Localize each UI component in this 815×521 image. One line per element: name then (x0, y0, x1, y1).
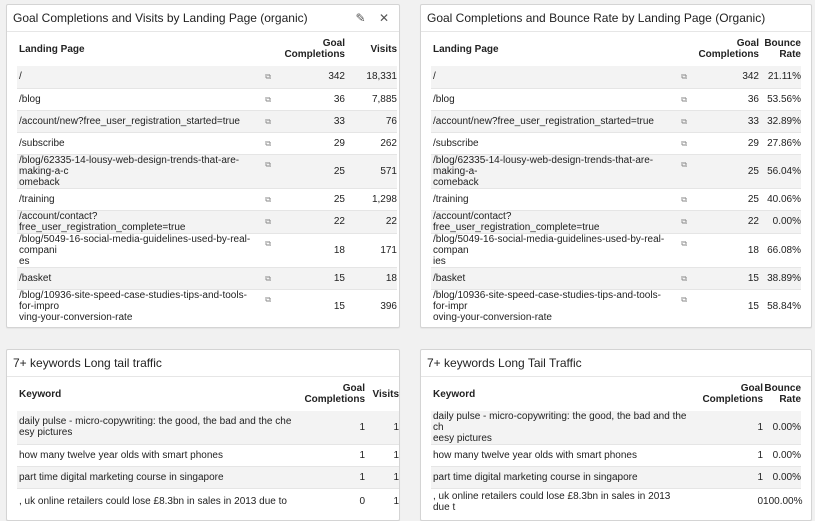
row-key[interactable]: /blog/62335-14-lousy-web-design-trends-that-are-making-a- comeback (431, 154, 671, 188)
widget-title (421, 5, 811, 32)
table-row (431, 88, 801, 110)
table-row (17, 88, 397, 110)
goal-completions-value: 0 (295, 488, 365, 514)
metric-value: 396 (345, 289, 397, 323)
metric-value: 32.89% (759, 110, 801, 132)
row-icon-cell (671, 233, 691, 267)
table-row (17, 267, 397, 289)
column-header-metric[interactable]: Visits (370, 43, 397, 55)
row-key[interactable]: /training (431, 188, 671, 210)
goal-completions-value: 33 (275, 110, 345, 132)
row-icon-cell (255, 154, 275, 188)
row-key[interactable]: daily pulse - micro-copywriting: the good, the bad and the ch eesy pictures (431, 411, 689, 445)
row-key[interactable]: daily pulse - micro-copywriting: the good, the bad and the che esy pictures (17, 411, 295, 444)
column-header-key[interactable]: Landing Page (19, 43, 85, 55)
row-key[interactable]: /blog/62335-14-lousy-web-design-trends-that-are-making-a-c omeback (17, 154, 255, 188)
data-table (17, 377, 399, 514)
table-row (431, 154, 801, 188)
column-header-key[interactable]: Keyword (19, 388, 62, 400)
column-header-goal-completions[interactable]: Goal Completions (304, 383, 366, 405)
metric-value: 18,331 (345, 66, 397, 88)
row-key[interactable]: how many twelve year olds with smart phones (17, 444, 295, 466)
row-icon-cell (671, 289, 691, 323)
table-header (431, 32, 801, 66)
goal-completions-value: 15 (691, 267, 759, 289)
row-key[interactable]: /training (17, 188, 255, 210)
row-key[interactable]: /blog/5049-16-social-media-guidelines-used-by-real-compan ies (431, 233, 671, 267)
column-header-goal-completions[interactable]: Goal Completions (702, 383, 764, 405)
column-header-metric[interactable]: Visits (372, 388, 400, 400)
widget-title (7, 350, 399, 377)
metric-value: 171 (345, 233, 397, 267)
row-icon-cell (255, 188, 275, 210)
row-key[interactable]: /subscribe (17, 132, 255, 154)
table-row (431, 445, 801, 467)
row-key[interactable]: /blog/5049-16-social-media-guidelines-used-by-real-compani es (17, 233, 255, 267)
row-icon-cell (255, 289, 275, 323)
external-link-icon[interactable]: ⧉ (265, 138, 271, 148)
table-row (17, 110, 397, 132)
row-icon-cell (671, 66, 691, 88)
table-row (17, 466, 399, 488)
table-row (17, 411, 399, 444)
metric-value: 40.06% (759, 188, 801, 210)
row-key[interactable]: / (17, 66, 255, 88)
external-link-icon[interactable]: ⧉ (265, 159, 271, 169)
row-icon-cell (671, 188, 691, 210)
goal-completions-value: 25 (691, 154, 759, 188)
table-row (17, 154, 397, 188)
table-row (431, 188, 801, 210)
data-table (17, 32, 397, 323)
row-icon-cell (671, 88, 691, 110)
widget-title (7, 5, 399, 32)
metric-value: 100.00% (763, 489, 801, 515)
metric-value: 18 (345, 267, 397, 289)
metric-value: 0.00% (759, 210, 801, 233)
goal-completions-value: 36 (691, 88, 759, 110)
external-link-icon[interactable]: ⧉ (681, 72, 687, 82)
table-row (17, 210, 397, 233)
external-link-icon[interactable]: ⧉ (265, 238, 271, 248)
goal-completions-value: 36 (275, 88, 345, 110)
column-header-metric[interactable]: Bounce Rate (764, 383, 802, 405)
table-row (431, 411, 801, 445)
table-row (431, 489, 801, 515)
metric-value: 56.04% (759, 154, 801, 188)
goal-completions-value: 342 (275, 66, 345, 88)
goal-completions-value: 1 (295, 444, 365, 466)
goal-completions-value: 0 (689, 489, 763, 515)
metric-value: 0.00% (763, 445, 801, 467)
row-icon-cell (255, 110, 275, 132)
row-key[interactable]: /account/contact?free_user_registration_complete=true (431, 210, 671, 233)
row-icon-cell (255, 88, 275, 110)
close-icon[interactable]: ✕ (378, 11, 389, 25)
goal-completions-value: 22 (691, 210, 759, 233)
metric-value: 1 (365, 411, 399, 444)
table-row (17, 188, 397, 210)
goal-completions-value: 18 (275, 233, 345, 267)
row-icon-cell (255, 210, 275, 233)
metric-value: 7,885 (345, 88, 397, 110)
row-key[interactable]: part time digital marketing course in singapore (431, 467, 689, 489)
goal-completions-value: 29 (691, 132, 759, 154)
row-key[interactable]: part time digital marketing course in singapore (17, 466, 295, 488)
goal-completions-value: 15 (691, 289, 759, 323)
table-header (17, 377, 399, 411)
row-icon-cell (255, 132, 275, 154)
row-icon-cell (671, 210, 691, 233)
table-row (17, 289, 397, 323)
row-key[interactable]: / (431, 66, 671, 88)
metric-value: 22 (345, 210, 397, 233)
metric-value: 1,298 (345, 188, 397, 210)
metric-value: 38.89% (759, 267, 801, 289)
metric-value: 571 (345, 154, 397, 188)
external-link-icon[interactable]: ⧉ (265, 294, 271, 304)
external-link-icon[interactable]: ⧉ (265, 273, 271, 283)
table-row (17, 444, 399, 466)
row-key[interactable]: /account/new?free_user_registration_started=true (431, 110, 671, 132)
external-link-icon[interactable]: ⧉ (265, 194, 271, 204)
table-row (431, 267, 801, 289)
metric-value: 1 (365, 488, 399, 514)
metric-value: 1 (365, 444, 399, 466)
goal-completions-value: 1 (689, 445, 763, 467)
metric-value: 1 (365, 466, 399, 488)
external-link-icon[interactable]: ⧉ (681, 138, 687, 148)
table-row (431, 467, 801, 489)
row-key[interactable]: /blog (17, 88, 255, 110)
widget-title-text: Goal Completions and Visits by Landing Page (organic) (13, 11, 308, 25)
goal-completions-value: 25 (275, 188, 345, 210)
table-row (431, 66, 801, 88)
row-key[interactable]: , uk online retailers could lose £8.3bn in sales in 2013 due t (431, 489, 689, 515)
column-header-key[interactable]: Keyword (433, 388, 476, 400)
widget-title-text: 7+ keywords Long Tail Traffic (427, 356, 582, 370)
external-link-icon[interactable]: ⧉ (681, 159, 687, 169)
external-link-icon[interactable]: ⧉ (681, 116, 687, 126)
data-table (431, 377, 801, 515)
table-row (431, 132, 801, 154)
column-header-key[interactable]: Landing Page (433, 43, 499, 55)
goal-completions-value: 25 (275, 154, 345, 188)
goal-completions-value: 15 (275, 289, 345, 323)
row-key[interactable]: /blog/10936-site-speed-case-studies-tips-and-tools-for-impro ving-your-conversion-rate (17, 289, 255, 323)
row-icon-cell (671, 110, 691, 132)
row-key[interactable]: /basket (17, 267, 255, 289)
goal-completions-value: 1 (689, 467, 763, 489)
widget-goal-visits (6, 4, 400, 328)
goal-completions-value: 29 (275, 132, 345, 154)
table-row (17, 488, 399, 514)
table-row (17, 132, 397, 154)
row-icon-cell (255, 267, 275, 289)
row-icon-cell (671, 132, 691, 154)
data-table (431, 32, 801, 323)
row-key[interactable]: how many twelve year olds with smart phones (431, 445, 689, 467)
external-link-icon[interactable]: ⧉ (265, 116, 271, 126)
row-key[interactable]: /basket (431, 267, 671, 289)
row-key[interactable]: /blog/10936-site-speed-case-studies-tips-and-tools-for-impr oving-your-conversion-rate (431, 289, 671, 323)
goal-completions-value: 342 (691, 66, 759, 88)
metric-value: 58.84% (759, 289, 801, 323)
external-link-icon[interactable]: ⧉ (681, 94, 687, 104)
widget-title (421, 350, 811, 377)
table-header (17, 32, 397, 66)
widget-goal-bounce (420, 4, 812, 328)
goal-completions-value: 25 (691, 188, 759, 210)
external-link-icon[interactable]: ⧉ (265, 94, 271, 104)
table-row (431, 289, 801, 323)
external-link-icon[interactable]: ⧉ (681, 238, 687, 248)
column-header-goal-completions[interactable]: Goal Completions (698, 38, 759, 60)
table-row (431, 110, 801, 132)
goal-completions-value: 15 (275, 267, 345, 289)
metric-value: 53.56% (759, 88, 801, 110)
external-link-icon[interactable]: ⧉ (681, 194, 687, 204)
metric-value: 0.00% (763, 467, 801, 489)
goal-completions-value: 22 (275, 210, 345, 233)
row-icon-cell (671, 154, 691, 188)
external-link-icon[interactable]: ⧉ (681, 217, 687, 226)
metric-value: 27.86% (759, 132, 801, 154)
row-key[interactable]: , uk online retailers could lose £8.3bn in sales in 2013 due to (17, 488, 295, 514)
pencil-icon[interactable]: ✎ (355, 11, 366, 25)
goal-completions-value: 1 (295, 411, 365, 444)
goal-completions-value: 1 (689, 411, 763, 445)
row-key[interactable]: /account/new?free_user_registration_started=true (17, 110, 255, 132)
table-row (431, 210, 801, 233)
widget-longtail-visits (6, 349, 400, 521)
row-icon-cell (671, 267, 691, 289)
external-link-icon[interactable]: ⧉ (681, 294, 687, 304)
row-key[interactable]: /blog (431, 88, 671, 110)
row-key[interactable]: /subscribe (431, 132, 671, 154)
widget-longtail-bounce (420, 349, 812, 521)
widget-title-text: 7+ keywords Long tail traffic (13, 356, 162, 370)
metric-value: 66.08% (759, 233, 801, 267)
goal-completions-value: 33 (691, 110, 759, 132)
column-header-metric[interactable]: Bounce Rate (764, 38, 801, 60)
metric-value: 0.00% (763, 411, 801, 445)
table-row (17, 66, 397, 88)
row-icon-cell (255, 66, 275, 88)
row-icon-cell (255, 233, 275, 267)
metric-value: 21.11% (759, 66, 801, 88)
external-link-icon[interactable]: ⧉ (265, 217, 271, 226)
table-header (431, 377, 801, 411)
external-link-icon[interactable]: ⧉ (681, 273, 687, 283)
external-link-icon[interactable]: ⧉ (265, 72, 271, 82)
column-header-goal-completions[interactable]: Goal Completions (284, 38, 345, 60)
row-key[interactable]: /account/contact?free_user_registration_complete=true (17, 210, 255, 233)
metric-value: 76 (345, 110, 397, 132)
table-row (431, 233, 801, 267)
goal-completions-value: 18 (691, 233, 759, 267)
widget-title-text: Goal Completions and Bounce Rate by Landing Page (Organic) (427, 11, 766, 25)
table-row (17, 233, 397, 267)
metric-value: 262 (345, 132, 397, 154)
goal-completions-value: 1 (295, 466, 365, 488)
